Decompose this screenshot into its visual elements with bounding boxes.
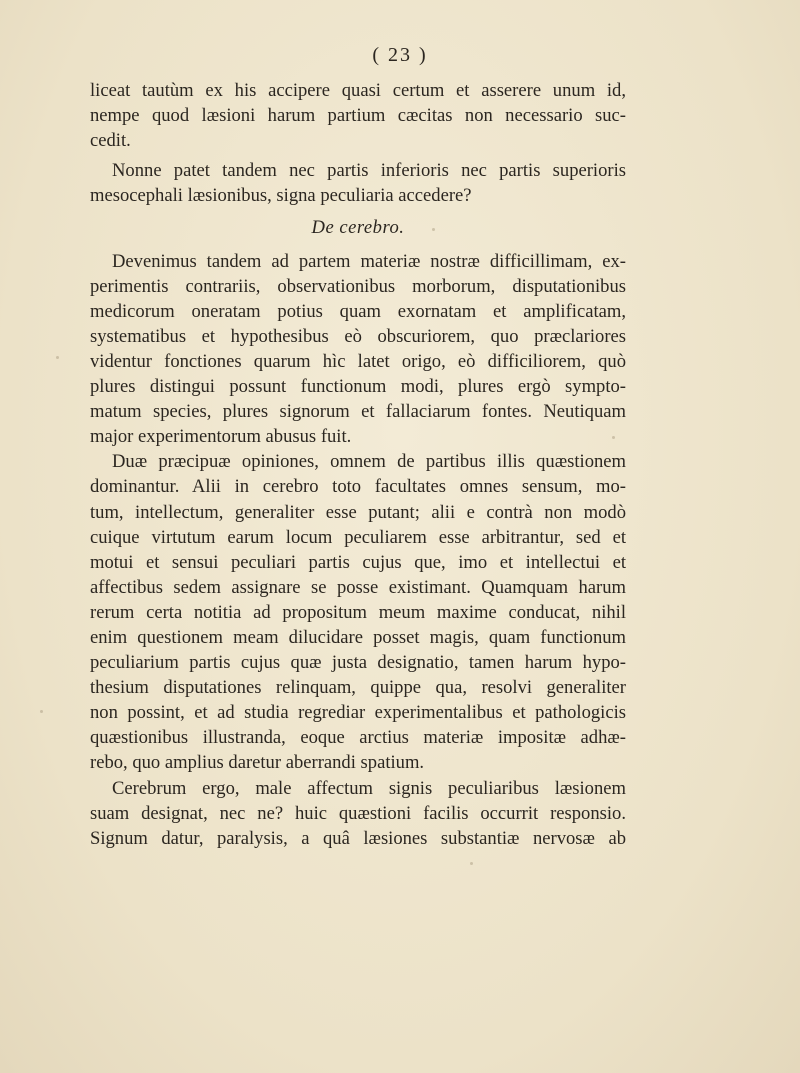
- paper-speck: [56, 356, 59, 359]
- text-line: Nonne patet tandem nec partis inferioris nec partis superioris: [112, 160, 626, 182]
- paper-speck: [470, 862, 473, 865]
- text-line: nempe quod læsioni harum partium cæcitas non necessario suc-: [90, 105, 626, 127]
- text-line: rerum certa notitia ad propositum meum maxime conducat, nihil: [90, 601, 626, 623]
- text-line: systematibus et hypothesibus eò obscuriorem, quo præclariores: [90, 325, 626, 347]
- paragraph-1: [90, 78, 626, 153]
- text-line: cuique virtutum earum locum peculiarem esse arbitrantur, sed et: [90, 526, 626, 548]
- text-line: dominantur. Alii in cerebro toto facultates omnes sensum, mo-: [90, 476, 626, 498]
- text-line: peculiarium partis cujus quæ justa designatio, tamen harum hypo-: [90, 652, 626, 674]
- text-line: Duæ præcipuæ opiniones, omnem de partibus illis quæstionem: [112, 451, 626, 473]
- paragraph-4: [90, 449, 626, 775]
- page-number: ( 23 ): [372, 44, 428, 66]
- text-line: Devenimus tandem ad partem materiæ nostræ difficillimam, ex-: [112, 250, 626, 272]
- text-line: thesium disputationes relinquam, quippe qua, resolvi generaliter: [90, 677, 626, 699]
- body-text: [90, 78, 626, 851]
- text-line: medicorum oneratam potius quam exornatam et amplificatam,: [90, 300, 626, 322]
- text-line: suam designat, nec ne? huic quæstioni facilis occurrit responsio.: [90, 802, 626, 824]
- text-line: liceat tautùm ex his accipere quasi certum et asserere unum id,: [90, 80, 626, 101]
- text-line: Signum datur, paralysis, a quâ læsiones substantiæ nervosæ ab: [90, 827, 626, 849]
- text-line: quæstionibus illustranda, eoque arctius materiæ impositæ adhæ-: [90, 727, 626, 749]
- text-line: tum, intellectum, generaliter esse putant; alii e contrà non modò: [90, 501, 626, 523]
- paragraph-5: [90, 776, 626, 851]
- text-line: mesocephali læsionibus, signa peculiaria accedere?: [90, 185, 472, 207]
- text-line: Cerebrum ergo, male affectum signis peculiaribus læsionem: [112, 777, 626, 799]
- text-line: motui et sensui peculiari partis cujus que, imo et intellectui et: [90, 551, 626, 573]
- paper-speck: [612, 436, 615, 439]
- text-line: major experimentorum abusus fuit.: [90, 426, 352, 448]
- text-line: plures distingui possunt functionum modi, plures ergò sympto-: [90, 376, 626, 398]
- paper-speck: [40, 710, 43, 713]
- text-line: enim questionem meam dilucidare posset magis, quam functionum: [90, 626, 626, 648]
- text-line: perimentis contrariis, observationibus morborum, disputationibus: [90, 275, 626, 297]
- paragraph-2: [90, 158, 626, 208]
- text-line: non possint, et ad studia regrediar experimentalibus et pathologicis: [90, 702, 626, 724]
- text-line: rebo, quo amplius daretur aberrandi spatium.: [90, 752, 425, 774]
- text-line: videntur fonctiones quarum hìc latet origo, eò difficiliorem, quò: [90, 350, 626, 372]
- paragraph-3: [90, 249, 626, 450]
- paper-speck: [432, 228, 435, 231]
- text-line: affectibus sedem assignare se posse existimant. Quamquam harum: [90, 576, 626, 598]
- text-line: matum species, plures signorum et fallaciarum fontes. Neutiquam: [90, 401, 626, 423]
- text-line: cedit.: [90, 130, 131, 152]
- section-heading: De cerebro.: [311, 217, 405, 239]
